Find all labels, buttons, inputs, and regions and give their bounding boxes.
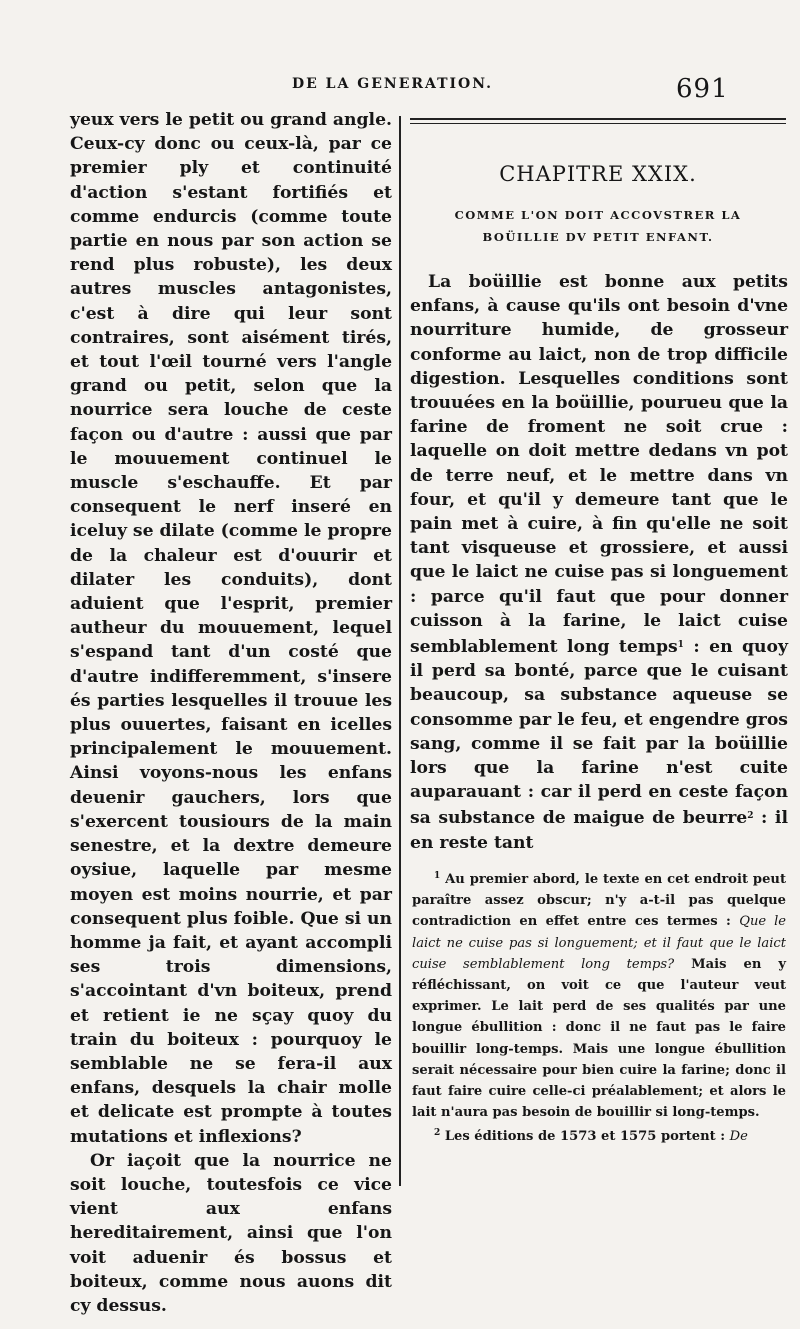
footnote-1-quote: Que le laict ne cuise pas si longuement; et il faut que le laict cuise semblablement long temps?	[412, 914, 786, 972]
chapter-subtitle	[410, 204, 786, 248]
left-paragraph-2: Or iaçoit que la nourrice ne soit louche, toutesfois ce vice vient aux enfans hereditairement, ainsi que l'on voit aduenir és bossus et boiteux, comme nous auons dit cy dessus.	[70, 1150, 392, 1316]
right-text-part-1: La boüillie est bonne aux petits enfans, à cause qu'ils ont besoin d'vne nourriture humide, de grosseur conforme au laict, non de trop difficile digestion. Lesquelles conditions sont trouuées en la boüillie, pourueu que la farine de froment ne soit crue : laquelle on doit mettre dedans vn pot de terre neuf, et le mettre dans vn four, et qu'il y demeure tant que le pain met à cuire, à fin qu'elle ne soit tant visqueuse et grossiere, et aussi que le laict ne cuise pas si longuement : parce qu'il faut que pour donner cuisson à la farine, le laict cuise semblablement long temps	[410, 272, 788, 658]
footnote-1-text-b: Mais en y réfléchissant, on voit ce que l'auteur veut exprimer. Le lait perd de ses qualités par une longue ébullition : donc il ne faut pas le faire bouillir long-temps. Mais une longue ébullition serait nécessaire pour bien cuire la farine; donc il faut faire cuire celle-ci préalablement; et alors le lait n'aura pas besoin de bouillir si long-temps.	[412, 956, 786, 1121]
right-text-part-3: : il en reste tant	[410, 808, 788, 853]
page-number: 691	[676, 74, 729, 104]
footnote-1-mark: 1	[434, 871, 441, 881]
footnote-1	[412, 866, 786, 1123]
footnote-ref-1[interactable]: 1	[677, 640, 684, 651]
right-text-part-2: : en quoy il perd sa bonté, parce que le cuisant beaucoup, sa substance aqueuse se consomme par le feu, et engendre gros sang, comme il se fait par la boüillie lors que la farine n'est cuite auparauant : car il perd en ceste façon sa substance de maigue de beurre	[410, 637, 788, 829]
footnote-2-italic: De	[729, 1129, 748, 1145]
chapter-subtitle-line-2: BOÜILLIE DV PETIT ENFANT.	[482, 230, 714, 244]
footnote-ref-2[interactable]: 2	[747, 811, 754, 822]
footnote-2	[412, 1123, 786, 1147]
footnote-2-text: Les éditions de 1573 et 1575 portent :	[444, 1129, 730, 1145]
chapter-subtitle-line-1: COMME L'ON DOIT ACCOVSTRER LA	[454, 208, 742, 222]
footnote-2-mark: 2	[434, 1128, 441, 1139]
chapter-rule	[410, 118, 786, 124]
footnotes	[412, 866, 786, 1148]
column-divider	[399, 116, 401, 1186]
left-column	[70, 108, 392, 1318]
chapter-title: CHAPITRE XXIX.	[499, 162, 697, 186]
running-head: DE LA GENERATION.	[292, 76, 494, 92]
right-paragraph	[410, 270, 788, 855]
left-paragraph-1: yeux vers le petit ou grand angle. Ceux-cy donc ou ceux-là, par ce premier ply et continuité d'action s'estant fortifiés et comme endurcis (comme toute partie en nous par son action se rend plus robuste), les deux autres muscles antagonistes, c'est à dire qui leur sont contraires, sont aisément tirés, et tout l'œil tourné vers l'angle grand ou petit, selon que la nourrice sera louche de ceste façon ou d'autre : aussi que par le mouuement continuel le muscle s'eschauffe. Et par consequent le nerf inseré en iceluy se dilate (comme le propre de la chaleur est d'ouurir et dilater les conduits), dont aduient que l'esprit, premier autheur du mouuement, lequel s'espand tant d'un costé que d'autre indifferemment, s'insere és parties lesquelles il trouue les plus ouuertes, faisant en icelles principalement le mouuement. Ainsi voyons-nous les enfans deuenir gauchers, lors que s'exercent tousiours de la main senestre, et la dextre demeure oysiue, laquelle par mesme moyen est moins nourrie, et par consequent plus foible. Que si un homme ja fait, et ayant accompli ses trois dimensions, s'accointant d'vn boiteux, prend et retient ie ne sçay quoy du train du boiteux : pourquoy le semblable ne se fera-il aux enfans, desquels la chair molle et delicate est prompte à toutes mutations et inflexions?	[70, 110, 393, 1147]
footnote-1-text-a: Au premier abord, le texte en cet endroit peut paraître assez obscur; n'y a-t-il pas quelque contradiction en effet entre ces termes :	[412, 872, 786, 930]
right-column	[410, 270, 788, 855]
